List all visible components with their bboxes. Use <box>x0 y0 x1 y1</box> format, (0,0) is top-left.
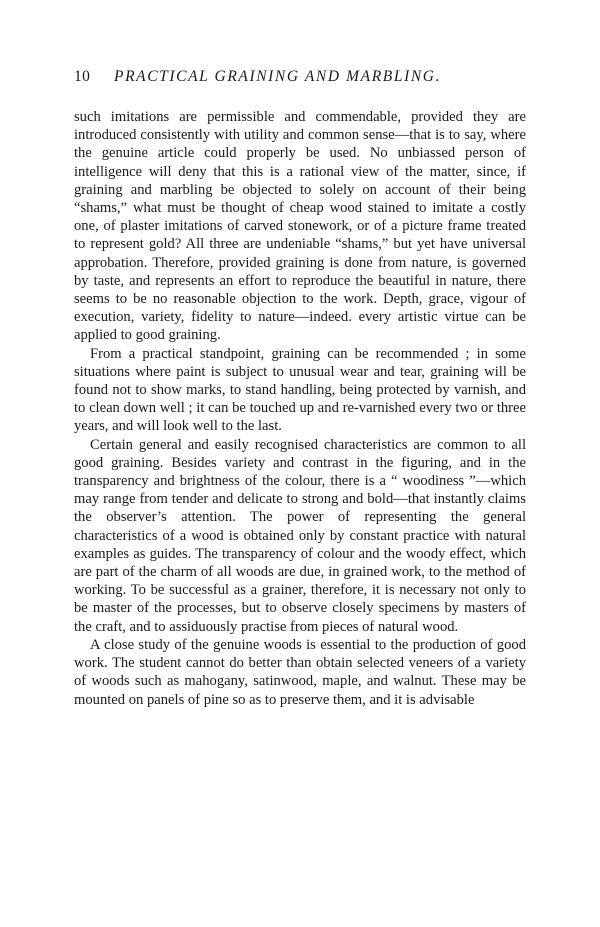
body-text <box>74 108 526 709</box>
paragraph-practical-standpoint: From a practical standpoint, graining can be recommended ; in some situations where paint is subject to unusual wear and tear, graining will be found not to show marks, to stand handling, being protected by varnish, and to clean down well ; it can be touched up and re-varnished every two or three years, and will look well to the last. <box>74 345 526 435</box>
paragraph-characteristics: Certain general and easily recognised characteristics are common to all good graining. Besides variety and contrast in the figuring, and in the transparency and brightness of the colour, there is a “ woodiness ”—which may range from tender and delicate to strong and bold—that instantly claims the observer’s attention. The power of representing the general characteristics of a wood is obtained only by constant practice with natural examples as guides. The transparency of colour and the woody effect, which are part of the charm of all woods are due, in grained work, to the method of working. To be successful as a grainer, therefore, it is necessary not only to be master of the processes, but to observe closely specimens by masters of the craft, and to assiduously practise from pieces of natural wood. <box>74 436 526 635</box>
paragraph-continued: such imitations are permissible and commendable, provided they are introduced consistently with utility and common sense—that is to say, where the genuine article could properly be used. No unbiassed person of intelligence will deny that this is a rational view of the matter, since, if graining and marbling be objected to solely on account of their being “shams,” what must be thought of cheap wood stained to imitate a costly one, of plaster imitations of carved stonework, or of a picture frame treated to represent gold? All three are undeniable “shams,” but yet have universal approbation. Therefore, provided graining is done from nature, is governed by taste, and represents an effort to reproduce the beautiful in nature, there seems to be no reasonable objection to the work. Depth, grace, vigour of execution, variety, fidelity to nature—indeed. every artistic virtue can be applied to good graining. <box>74 109 526 344</box>
running-title: PRACTICAL GRAINING AND MARBLING. <box>114 68 442 85</box>
page-number: 10 <box>74 68 91 85</box>
running-head <box>74 66 526 88</box>
paragraph-study-of-woods: A close study of the genuine woods is essential to the production of good work. The student cannot do better than obtain selected veneers of a variety of woods such as mahogany, satinwood, maple, and walnut. These may be mounted on panels of pine so as to preserve them, and it is advisable <box>74 636 526 708</box>
